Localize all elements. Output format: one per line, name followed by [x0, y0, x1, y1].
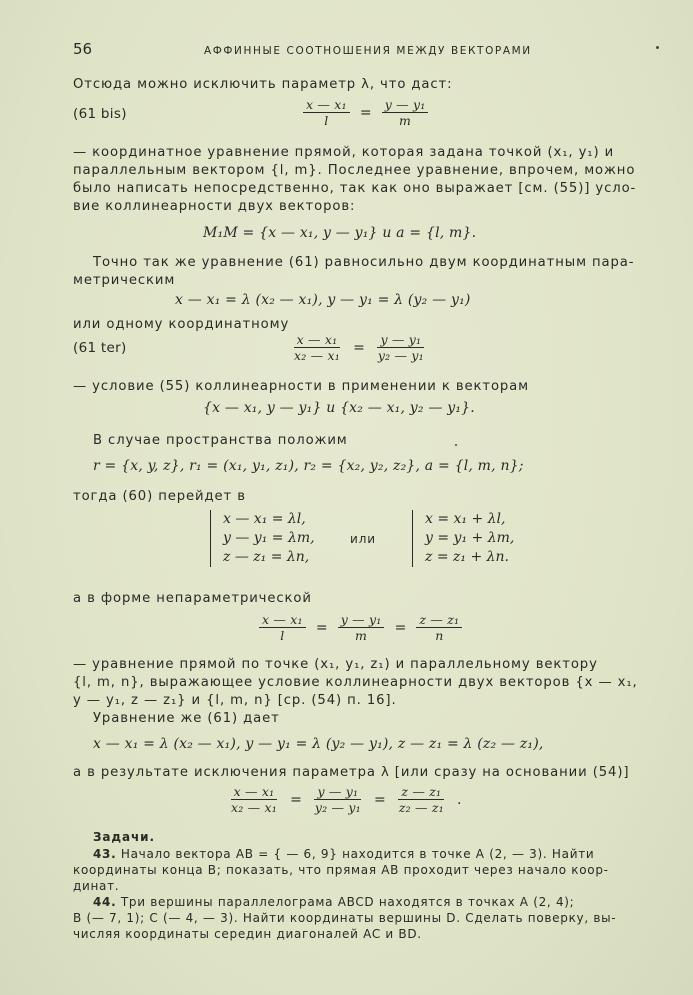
paragraph-line: y — y₁, z — z₁} и {l, m, n} [ср. (54) п. 16].: [73, 693, 397, 708]
problem-43-line: координаты конца B; показать, что прямая AB проходит через начало коор-: [73, 863, 609, 877]
paragraph-line: — уравнение прямой по точке (x₁, y₁, z₁) и параллельному вектору: [73, 657, 598, 672]
paragraph-line: вие коллинеарности двух векторов:: [73, 199, 356, 214]
problem-44-line: числяя координаты середин диагоналей AC и BD.: [73, 927, 422, 941]
paragraph-line: Точно так же уравнение (61) равносильно двум координатным пара-: [93, 255, 635, 270]
equation-vector-pair: {x — x₁, y — y₁} и {x₂ — x₁, y₂ — y₁}.: [203, 400, 475, 416]
problem-43-line: динат.: [73, 879, 120, 893]
equation-collinear-vectors: M₁M = {x — x₁, y — y₁} и a = {l, m}.: [203, 225, 477, 241]
paragraph-nonparametric: а в форме непараметрической: [73, 591, 312, 606]
page-number: 56: [73, 40, 93, 58]
equation-param-3d: x — x₁ = λ (x₂ — x₁), y — y₁ = λ (y₂ — y₁), z — z₁ = λ (z₂ — z₁),: [93, 736, 544, 752]
paragraph-line: {l, m, n}, выражающее условие коллинеарности двух векторов {x — x₁,: [73, 675, 638, 690]
equation-param-2d: x — x₁ = λ (x₂ — x₁), y — y₁ = λ (y₂ — y₁): [175, 292, 471, 308]
paragraph-space-case: В случае пространства положим: [93, 433, 348, 448]
paragraph-equation-61-gives: Уравнение же (61) дает: [93, 711, 280, 726]
paragraph-line: параллельным вектором {l, m}. Последнее уравнение, впрочем, можно: [73, 163, 636, 178]
running-title: АФФИННЫЕ СООТНОШЕНИЯ МЕЖДУ ВЕКТОРАМИ: [204, 45, 532, 57]
equation-label-61bis: (61 bis): [73, 106, 127, 122]
paragraph-one-coordinate: или одному координатному: [73, 317, 290, 332]
speck: [656, 46, 659, 49]
equation-61bis: $\frac{\text{x — x₁}}{l}$ = $\frac{\text{y — y₁}}{m}$: [300, 97, 431, 128]
equation-final: $\frac{\text{x — x₁}}{\text{x₂ — x₁}}$ = $\frac{\text{y — y₁}}{\text{y₂ — y₁}}$ = $\frac{\text{z — z₁}}{\text{z₂ — z₁}}$ .: [231, 784, 462, 815]
paragraph-then-60: тогда (60) перейдет в: [73, 489, 246, 504]
equation-nonparametric: $\frac{\text{x — x₁}}{l}$ = $\frac{\text{y — y₁}}{m}$ = $\frac{\text{z — z₁}}{n}$: [256, 612, 465, 643]
problem-44-line: B (— 7, 1); C (— 4, — 3). Найти координаты вершины D. Сделать поверку, вы-: [73, 911, 617, 925]
system-or-label: или: [350, 532, 376, 546]
paragraph-line: было написать непосредственно, так как оно выражает [см. (55)] усло-: [73, 181, 637, 196]
paragraph-line: метрическим: [73, 273, 176, 288]
paragraph-eliminate-result: а в результате исключения параметра λ [или сразу на основании (54)]: [73, 765, 630, 780]
problems-heading: Задачи.: [93, 830, 155, 844]
equation-space-vectors: r = {x, y, z}, r₁ = (x₁, y₁, z₁), r₂ = {x₂, y₂, z₂}, a = {l, m, n};: [93, 458, 524, 474]
paragraph-line: — координатное уравнение прямой, которая задана точкой (x₁, y₁) и: [73, 145, 615, 160]
equation-61ter: $\frac{\text{x — x₁}}{\text{x₂ — x₁}}$ = $\frac{\text{y — y₁}}{\text{y₂ — y₁}}$: [294, 332, 424, 363]
problem-43: 43. Начало вектора AB = { — 6, 9} находится в точке A (2, — 3). Найти: [93, 847, 595, 861]
speck: [455, 444, 457, 446]
equation-label-61ter: (61 ter): [73, 340, 127, 356]
problem-44: 44. Три вершины параллелограма ABCD находятся в точках A (2, 4);: [93, 895, 575, 909]
paragraph-condition-55: — условие (55) коллинеарности в применении к векторам: [73, 379, 530, 394]
equation-system-right: x = x₁ + λl, y = y₁ + λm, z = z₁ + λn.: [412, 510, 514, 567]
paragraph-eliminate-lambda: Отсюда можно исключить параметр λ, что даст:: [73, 77, 453, 92]
equation-system-left: x — x₁ = λl, y — y₁ = λm, z — z₁ = λn,: [210, 510, 315, 567]
